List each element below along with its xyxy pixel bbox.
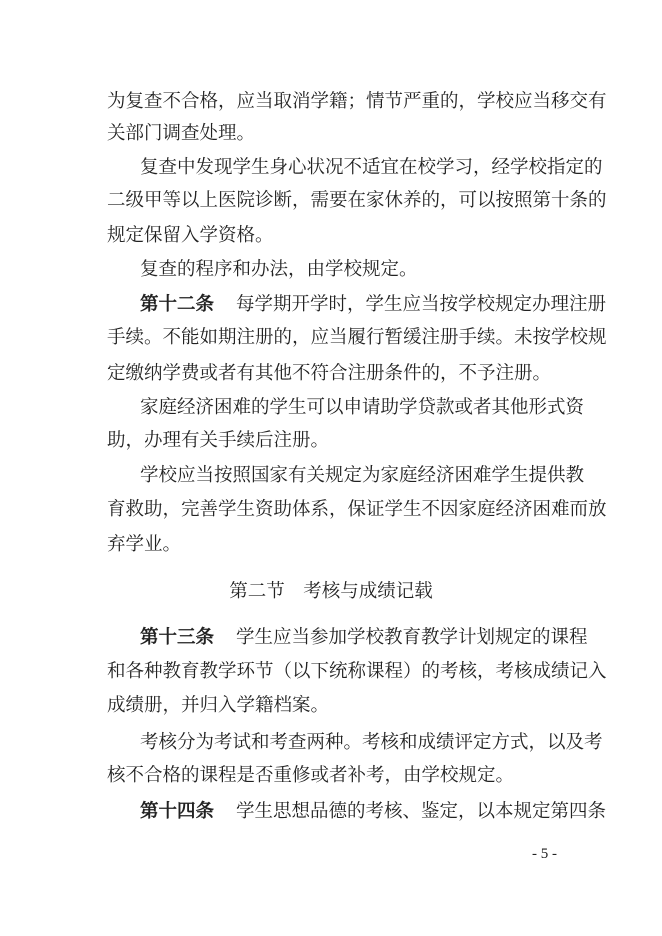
- text-line: [140, 156, 603, 180]
- line-text: 学生应当参加学校教育教学计划规定的课程: [236, 627, 588, 648]
- text-line: [140, 293, 607, 317]
- text-line: [107, 326, 607, 350]
- line-text: 成绩册，并归入学籍档案。: [107, 695, 330, 716]
- text-line: [107, 122, 577, 146]
- text-line: [107, 189, 607, 213]
- text-line: [107, 429, 577, 453]
- text-line: [140, 800, 607, 824]
- text-line: [107, 660, 607, 684]
- text-line: [107, 533, 577, 557]
- section-heading: 第二节 考核与成绩记载: [229, 581, 433, 602]
- line-text: 学校应当按照国家有关规定为家庭经济困难学生提供教: [140, 465, 585, 486]
- line-text: 二级甲等以上医院诊断，需要在家休养的，可以按照第十条的: [107, 190, 607, 211]
- line-text: 手续。不能如期注册的，应当履行暂缓注册手续。未按学校规: [107, 327, 607, 348]
- line-text: 关部门调查处理。: [107, 123, 256, 144]
- line-text: 和各种教育教学环节（以下统称课程）的考核，考核成绩记入: [107, 661, 607, 682]
- line-text: 核不合格的课程是否重修或者补考，由学校规定。: [107, 765, 515, 786]
- text-line: [140, 626, 588, 650]
- text-line: [107, 694, 577, 718]
- article-number: 第十二条: [140, 294, 215, 315]
- text-line: [107, 498, 607, 522]
- text-line: [107, 224, 577, 248]
- line-text: 规定保留入学资格。: [107, 225, 274, 246]
- line-text: 弃学业。: [107, 534, 182, 555]
- text-line: [140, 464, 585, 488]
- article-number: 第十四条: [140, 801, 215, 822]
- line-text: 复查的程序和办法，由学校规定。: [140, 259, 418, 280]
- line-text: 考核分为考试和考查两种。考核和成绩评定方式，以及考: [140, 732, 603, 753]
- text-line: [107, 362, 577, 386]
- line-text: 助，办理有关手续后注册。: [107, 430, 330, 451]
- article-number: 第十三条: [140, 627, 215, 648]
- text-line: [140, 258, 577, 282]
- line-text: 育救助，完善学生资助体系，保证学生不因家庭经济困难而放: [107, 499, 607, 520]
- line-text: 定缴纳学费或者有其他不符合注册条件的，不予注册。: [107, 363, 552, 384]
- line-text: 每学期开学时，学生应当按学校规定办理注册: [236, 294, 607, 315]
- line-text: 家庭经济困难的学生可以申请助学贷款或者其他形式资: [140, 397, 585, 418]
- line-text: 复查中发现学生身心状况不适宜在校学习，经学校指定的: [140, 157, 603, 178]
- text-line: [140, 396, 585, 420]
- line-text: 学生思想品德的考核、鉴定，以本规定第四条: [236, 801, 607, 822]
- text-line: [107, 90, 607, 114]
- text-line: [140, 731, 603, 755]
- line-text: 为复查不合格，应当取消学籍；情节严重的，学校应当移交有: [107, 91, 607, 112]
- page-number: - 5 -: [532, 846, 557, 862]
- text-line: [107, 764, 577, 788]
